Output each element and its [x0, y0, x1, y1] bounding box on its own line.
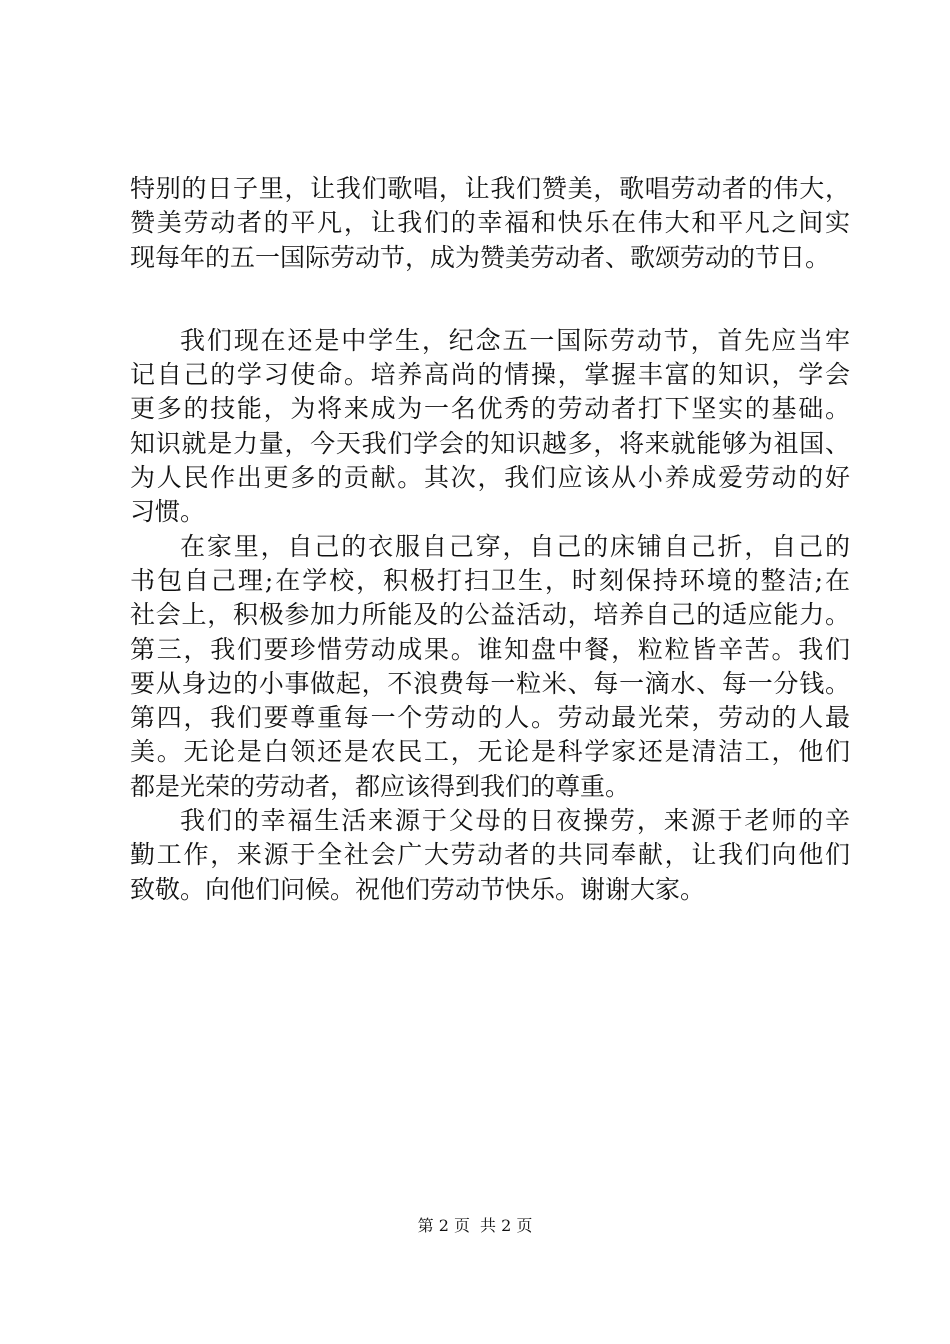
text-line: 勤工作，来源于全社会广大劳动者的共同奉献，让我们向他们 — [130, 840, 850, 870]
text-line: 特别的日子里，让我们歌唱，让我们赞美，歌唱劳动者的伟大， — [130, 174, 850, 203]
paragraph — [130, 324, 850, 530]
text-line: 书包自己理;在学校，积极打扫卫生，时刻保持环境的整洁;在 — [130, 565, 850, 595]
paragraph — [130, 172, 850, 275]
text-line: 习惯。 — [130, 497, 206, 527]
text-line: 现每年的五一国际劳动节，成为赞美劳动者、歌颂劳动的节日。 — [130, 242, 831, 272]
paragraph — [130, 804, 850, 907]
page-footer — [0, 1216, 950, 1236]
text-line: 致敬。向他们问候。祝他们劳动节快乐。谢谢大家。 — [130, 874, 706, 904]
text-line: 要从身边的小事做起，不浪费每一粒米、每一滴水、每一分钱。 — [130, 668, 850, 698]
page-total: 共 2 页 — [480, 1216, 533, 1235]
text-line: 更多的技能，为将来成为一名优秀的劳动者打下坚实的基础。 — [130, 394, 850, 424]
text-line: 美。无论是白领还是农民工，无论是科学家还是清洁工，他们 — [130, 737, 850, 767]
text-line: 都是光荣的劳动者，都应该得到我们的尊重。 — [130, 771, 631, 801]
text-line: 知识就是力量，今天我们学会的知识越多，将来就能够为祖国、 — [130, 428, 850, 458]
paragraph-spacer — [130, 275, 850, 324]
document-body — [130, 172, 850, 907]
text-line: 在家里，自己的衣服自己穿，自己的床铺自己折，自己的 — [180, 531, 850, 561]
text-line: 我们现在还是中学生，纪念五一国际劳动节，首先应当牢 — [180, 325, 850, 355]
text-line: 社会上，积极参加力所能及的公益活动，培养自己的适应能力。 — [130, 600, 850, 630]
page-number: 第 2 页 — [417, 1216, 470, 1235]
text-line: 第三，我们要珍惜劳动成果。谁知盘中餐，粒粒皆辛苦。我们 — [130, 634, 850, 664]
text-line: 为人民作出更多的贡献。其次，我们应该从小养成爱劳动的好 — [130, 463, 850, 493]
text-line: 记自己的学习使命。培养高尚的情操，掌握丰富的知识，学会 — [130, 360, 850, 390]
text-line: 第四，我们要尊重每一个劳动的人。劳动最光荣，劳动的人最 — [130, 703, 850, 733]
text-line: 我们的幸福生活来源于父母的日夜操劳，来源于老师的辛 — [180, 806, 850, 836]
paragraph — [130, 530, 850, 804]
text-line: 赞美劳动者的平凡，让我们的幸福和快乐在伟大和平凡之间实 — [130, 208, 850, 238]
